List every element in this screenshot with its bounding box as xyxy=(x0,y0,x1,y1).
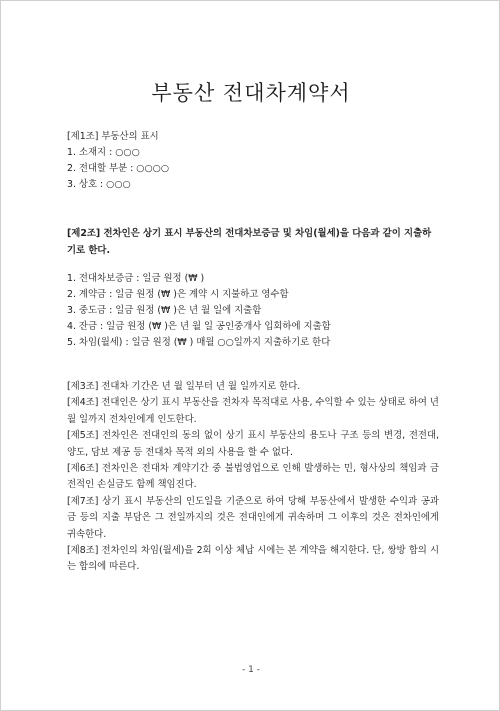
list-item: 2. 계약금 : 일금 원정 (₩ )은 계약 시 지불하고 영수함 xyxy=(67,289,289,300)
section-clauses xyxy=(67,379,439,576)
list-item: 2. 전대할 부분 : ○○○○ xyxy=(67,163,170,174)
list-item: 1. 소재지 : ○○○ xyxy=(67,147,140,158)
list-item: 5. 차임(월세) : 일금 원정 (₩ ) 매월 ○○일까지 지출하기로 한다 xyxy=(67,337,331,348)
list-item: 3. 중도금 : 일금 원정 (₩ )은 년 월 일에 지출함 xyxy=(67,305,262,316)
clause-paragraph: [제5조] 전차인은 전대인의 동의 없이 상기 표시 부동산의 용도나 구조 등의 변경, 전전대, 양도, 담보 제공 등 전대차 목적 외의 사용을 할 수 없다. xyxy=(67,430,439,458)
section-payment-heading: [제2조] 전차인은 상기 표시 부동산의 전대차보증금 및 차임(월세)을 다음과 같이 지출하기로 한다. xyxy=(67,228,432,256)
clause-paragraph: [제8조] 전차인의 차임(월세)을 2회 이상 체납 시에는 본 계약을 해지한다. 단, 쌍방 합의 시는 합의에 따른다. xyxy=(67,545,439,573)
list-item: 3. 상호 : ○○○ xyxy=(67,179,131,190)
section-heading: [제1조] 부동산의 표시 xyxy=(67,131,159,142)
section-property-description xyxy=(67,129,439,193)
list-item: 4. 잔금 : 일금 원정 (₩ )은 년 월 일 공인중개사 입회하에 지출함 xyxy=(67,321,331,332)
section-payment-items xyxy=(67,271,439,351)
clause-paragraph: [제3조] 전대차 기간은 년 월 일부터 년 월 일까지로 한다. xyxy=(67,381,301,392)
page-number: - 1 - xyxy=(242,665,260,675)
clause-paragraph: [제6조] 전차인은 전대차 계약기간 중 불법영업으로 인해 발생하는 민, 형사상의 책임과 금전적인 손실금도 함께 책임진다. xyxy=(67,463,439,491)
clause-paragraph: [제4조] 전대인은 상기 표시 부동산을 전차자 목적대로 사용, 수익할 수 있는 상태로 하여 년 월 일까지 전차인에게 인도한다. xyxy=(67,397,439,425)
list-item: 1. 전대차보증금 : 일금 원정 (₩ ) xyxy=(67,273,205,284)
clause-paragraph: [제7조] 상기 표시 부동산의 인도일을 기준으로 하여 당해 부동산에서 발생한 수익과 공과금 등의 지출 부담은 그 전일까지의 것은 전대인에게 귀속하며 그 이후의 것은 전차인에게 귀속한다. xyxy=(67,495,439,540)
document-title: 부동산 전대차계약서 xyxy=(151,81,351,105)
